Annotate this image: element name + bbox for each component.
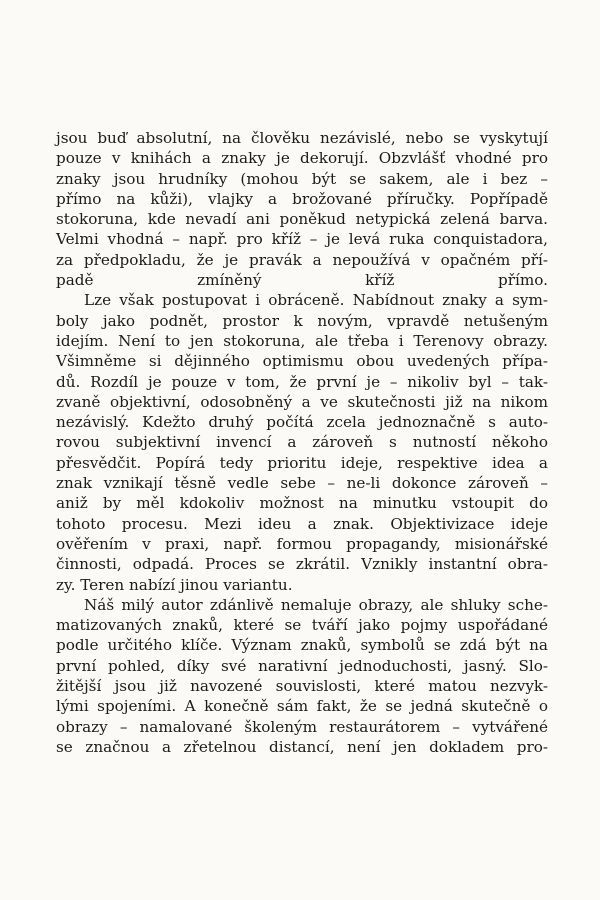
text-line: Velmi vhodná – např. pro kříž – je levá ruka conquistadora, — [56, 230, 548, 249]
paragraph — [56, 290, 548, 594]
text-line: nezávislý. Kdežto druhý počítá zcela jednoznačně s auto- — [56, 413, 548, 432]
text-line: Lze však postupovat i obráceně. Nabídnout znaky a sym- — [84, 291, 548, 310]
text-line: první pohled, díky své narativní jednoduchosti, jasný. Slo- — [56, 656, 548, 675]
text-line: přesvědčit. Popírá tedy prioritu ideje, respektive idea a — [56, 453, 548, 472]
text-line: Všimněme si dějinného optimismu obou uvedených přípa- — [56, 352, 548, 371]
text-line: činnosti, odpadá. Proces se zkrátil. Vznikly instantní obra- — [56, 555, 548, 574]
text-line: lými spojeními. A konečně sám fakt, že se jedná skutečně o — [56, 697, 548, 716]
text-line: ověřením v praxi, např. formou propagandy, misionářské — [56, 534, 548, 553]
text-line: Náš milý autor zdánlivě nemaluje obrazy, ale shluky sche- — [84, 595, 548, 614]
text-line: znaky jsou hrudníky (mohou být se sakem, ale i bez – — [56, 169, 548, 188]
text-line: přímo na kůži), vlajky a brožované příručky. Popřípadě — [56, 189, 548, 208]
text-line: dů. Rozdíl je pouze v tom, že první je – nikoliv byl – tak- — [56, 372, 548, 391]
text-line: znak vznikají těsně vedle sebe – ne-li dokonce zároveň – — [56, 474, 548, 493]
text-line: jsou buď absolutní, na člověku nezávislé, nebo se vyskytují — [56, 129, 548, 147]
text-line: obrazy – namalované školeným restaurátorem – vytvářené — [56, 717, 548, 736]
paragraph — [56, 595, 548, 757]
text-line: zy. Teren nabízí jinou variantu. — [56, 575, 293, 594]
text-line: se značnou a zřetelnou distancí, není jen dokladem pro- — [56, 737, 548, 756]
text-line: tohoto procesu. Mezi ideu a znak. Objektivizace ideje — [56, 514, 548, 533]
text-line: aniž by měl kdokoliv možnost na minutku vstoupit do — [56, 494, 548, 513]
text-line: stokoruna, kde nevadí ani poněkud netypická zelená barva. — [56, 210, 548, 229]
text-line: idejím. Není to jen stokoruna, ale třeba i Terenovy obrazy. — [56, 331, 548, 350]
text-line: za předpokladu, že je pravák a nepoužívá v opačném pří- — [56, 250, 548, 269]
body-text — [56, 128, 548, 757]
text-line: padě zmíněný kříž přímo. — [56, 271, 548, 290]
text-line: rovou subjektivní invencí a zároveň s nutností někoho — [56, 433, 548, 452]
paragraph — [56, 128, 548, 290]
text-line: žitější jsou již navozené souvislosti, které matou nezvyk- — [56, 677, 548, 696]
text-line: podle určitého klíče. Význam znaků, symbolů se zdá být na — [56, 636, 548, 655]
text-line: zvaně objektivní, odosobněný a ve skutečnosti již na nikom — [56, 392, 548, 411]
text-line: pouze v knihách a znaky je dekorují. Obzvlášť vhodné pro — [56, 149, 548, 168]
text-line: boly jako podnět, prostor k novým, vpravdě netušeným — [56, 311, 548, 330]
text-line: matizovaných znaků, které se tváří jako pojmy uspořádané — [56, 616, 548, 635]
